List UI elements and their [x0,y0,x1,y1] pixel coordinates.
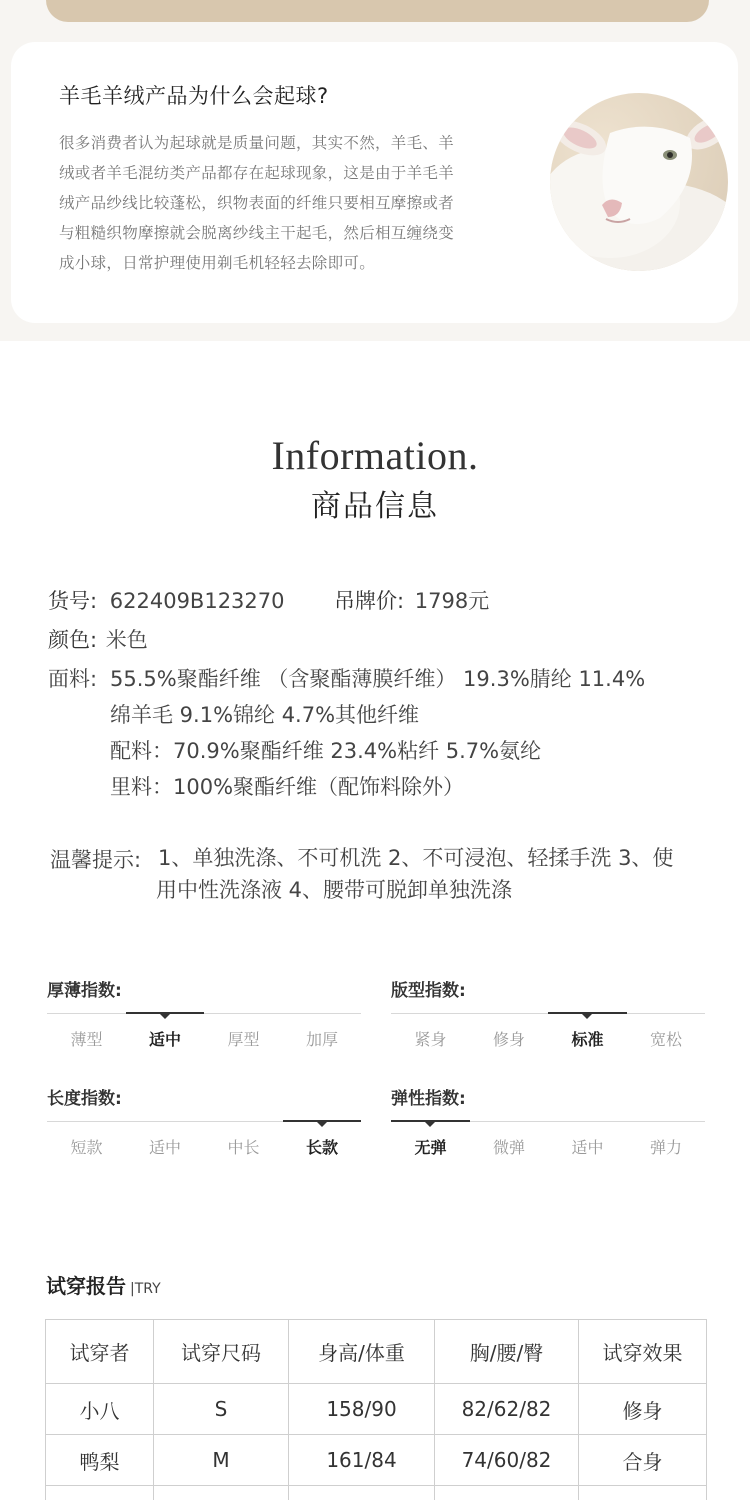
fabric-line-1: 55.5%聚酯纤维 （含聚酯薄膜纤维） 19.3%腈纶 11.4% [110,667,646,691]
tip-label: 温馨提示: [50,848,142,872]
color-row [48,624,148,654]
elasticity-index-option: 弹力 [649,1138,682,1157]
thickness-index-title: 厚薄指数: [47,981,122,1001]
color-label: 颜色: [48,628,98,652]
info-title-cn: 商品信息 [311,489,439,524]
thickness-index-marker [160,1014,170,1019]
fit-index-title: 版型指数: [391,981,466,1001]
length-index-option: 中长 [227,1138,260,1157]
header-tester: 试穿者 [46,1320,154,1384]
faq-line: 绒或者羊毛混纺类产品都存在起球现象，这是由于羊毛羊 [59,164,455,182]
faq-title: 羊毛羊绒产品为什么会起球? [59,84,329,108]
price-row [334,585,489,615]
price-value: 1798元 [414,589,490,613]
elasticity-index-option: 微弹 [492,1138,525,1157]
lining-line: 里料：100%聚酯纤维（配饰料除外） [110,775,465,799]
faq-line: 绒产品纱线比较蓬松，织物表面的纤维只要相互摩擦或者 [59,194,455,212]
cell-height-weight: 161/84 [289,1435,435,1486]
fit-index-option: 修身 [492,1030,525,1049]
thickness-index-option: 加厚 [305,1030,338,1049]
elasticity-index-title: 弹性指数: [391,1089,466,1109]
sku-row [48,585,285,615]
try-report-subtitle: |TRY [130,1281,161,1297]
cell-tester [46,1486,154,1500]
faq-section [0,0,750,341]
cell-height-weight: 158/90 [289,1384,435,1435]
cell-size: S [154,1384,289,1435]
try-report-title-text: 试穿报告 [46,1274,126,1298]
table-row [46,1435,707,1486]
sheep-image [550,93,728,271]
cell-tester: 小八 [46,1384,154,1435]
fit-index-option: 标准 [571,1030,604,1049]
cell-tester: 鸭梨 [46,1435,154,1486]
elasticity-index-option: 无弹 [414,1138,447,1157]
length-index-option: 短款 [70,1138,103,1157]
cell-measurements [435,1486,579,1500]
length-index-title: 长度指数: [47,1089,122,1109]
cell-measurements: 74/60/82 [435,1435,579,1486]
cell-effect: 合身 [579,1435,707,1486]
faq-line: 成小球，日常护理使用剃毛机轻轻去除即可。 [59,254,376,272]
fit-index-marker [582,1014,592,1019]
header-measurements: 胸/腰/臀 [435,1320,579,1384]
faq-line: 很多消费者认为起球就是质量问题，其实不然，羊毛、羊 [59,134,455,152]
cell-effect [579,1486,707,1500]
cell-measurements: 82/62/82 [435,1384,579,1435]
thickness-index-option: 适中 [148,1030,181,1049]
tip-line-2: 用中性洗涤液 4、腰带可脱卸单独洗涤 [156,878,513,902]
length-index-marker [317,1122,327,1127]
try-report-table [45,1319,707,1500]
tip-line-1: 1、单独洗涤、不可机洗 2、不可浸泡、轻揉手洗 3、使 [158,846,674,870]
header-effect: 试穿效果 [579,1320,707,1384]
thickness-index-option: 薄型 [70,1030,103,1049]
table-row [46,1384,707,1435]
table-header-row [46,1320,707,1384]
cell-size [154,1486,289,1500]
thickness-index-track [47,1013,361,1014]
info-title-en: Information. [271,433,479,478]
faq-body [59,128,511,278]
top-banner-edge [46,0,709,22]
fabric-label: 面料: [48,667,98,691]
table-row [46,1486,707,1500]
try-report-title [46,1270,161,1299]
thickness-index-option: 厚型 [227,1030,260,1049]
sku-label: 货号: [48,589,98,613]
elasticity-index-marker [425,1122,435,1127]
trim-line: 配料：70.9%聚酯纤维 23.4%粘纤 5.7%氨纶 [110,739,542,763]
sku-value: 622409B123270 [109,589,285,613]
faq-line: 与粗糙织物摩擦就会脱离纱线主干起毛，然后相互缠绕变 [59,224,455,242]
cell-size: M [154,1435,289,1486]
cell-effect: 修身 [579,1384,707,1435]
elasticity-index-option: 适中 [571,1138,604,1157]
color-value: 米色 [105,628,148,652]
fit-index-option: 紧身 [414,1030,447,1049]
header-height-weight: 身高/体重 [289,1320,435,1384]
faq-card [11,42,738,323]
price-label: 吊牌价: [334,589,405,613]
length-index-option: 长款 [305,1138,338,1157]
cell-height-weight [289,1486,435,1500]
length-index-option: 适中 [148,1138,181,1157]
fabric-line-2: 绵羊毛 9.1%锦纶 4.7%其他纤维 [110,703,420,727]
fit-index-option: 宽松 [649,1030,682,1049]
header-size: 试穿尺码 [154,1320,289,1384]
